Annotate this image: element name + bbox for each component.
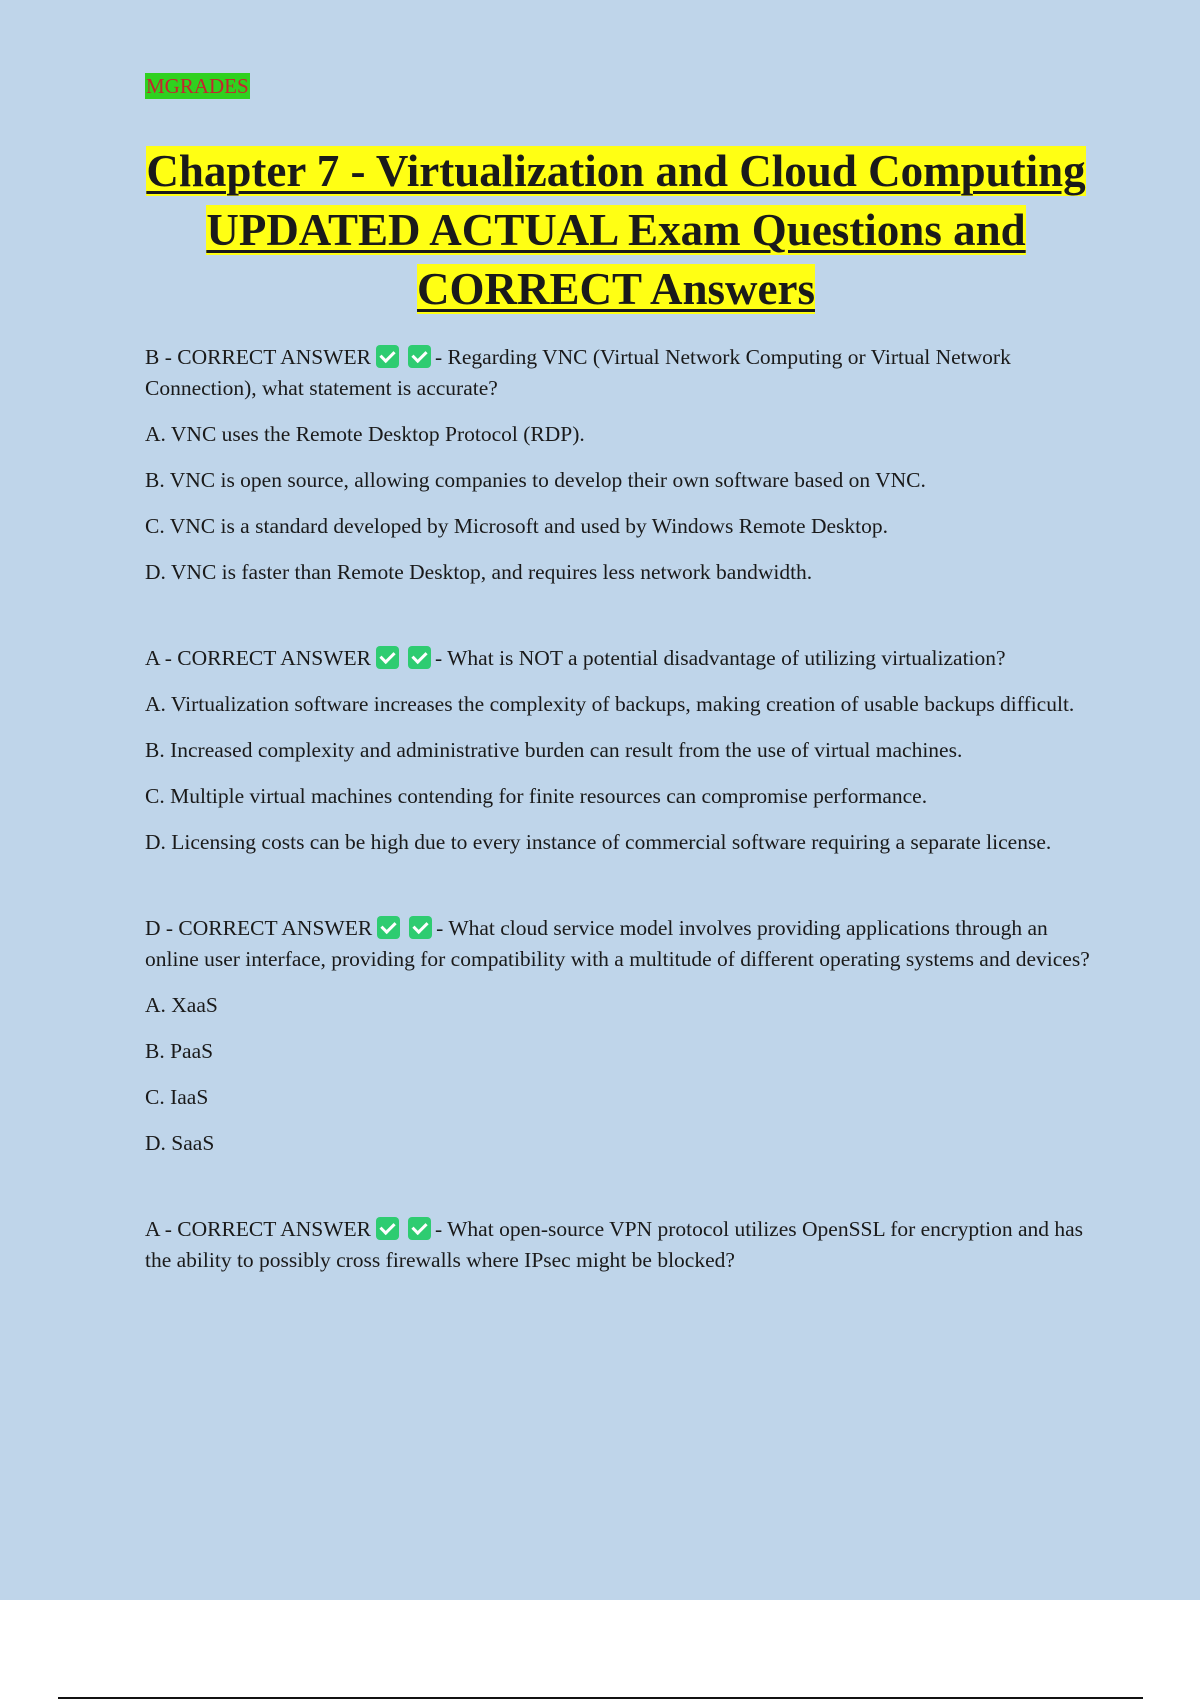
check-mark-icon xyxy=(408,345,431,368)
question-prompt xyxy=(145,643,1090,674)
check-mark-icon xyxy=(408,646,431,669)
answer-option: A. XaaS xyxy=(145,993,218,1017)
correct-answer-label: A - CORRECT ANSWER xyxy=(145,1217,371,1241)
question-prompt xyxy=(145,913,1090,975)
question-prompt xyxy=(145,342,1090,404)
page-divider xyxy=(58,1697,1143,1699)
correct-answer-label: A - CORRECT ANSWER xyxy=(145,646,371,670)
question-block xyxy=(145,913,1090,1159)
answer-option: C. VNC is a standard developed by Microsoft and used by Windows Remote Desktop. xyxy=(145,514,888,538)
check-mark-icon xyxy=(376,345,399,368)
check-mark-icon xyxy=(409,916,432,939)
question-list xyxy=(145,342,1090,1331)
question-text: - What open-source VPN protocol utilizes OpenSSL for encryption and has the ability to possibly cross firewalls where IPsec might be blocked? xyxy=(145,1217,1084,1272)
question-block xyxy=(145,342,1090,588)
question-block xyxy=(145,643,1090,858)
brand-label: MGRADES xyxy=(146,74,249,98)
page-title-text: Chapter 7 - Virtualization and Cloud Computing UPDATED ACTUAL Exam Questions and CORRECT Answers xyxy=(146,146,1086,314)
answer-option: D. Licensing costs can be high due to every instance of commercial software requiring a separate license. xyxy=(145,830,1052,854)
check-mark-icon xyxy=(376,1217,399,1240)
answer-option: A. Virtualization software increases the complexity of backups, making creation of usable backups difficult. xyxy=(145,692,1075,716)
page-title xyxy=(130,142,1102,319)
answer-option: A. VNC uses the Remote Desktop Protocol (RDP). xyxy=(145,422,585,446)
question-text: - What is NOT a potential disadvantage of utilizing virtualization? xyxy=(434,646,1006,670)
check-mark-icon xyxy=(408,1217,431,1240)
answer-option: C. Multiple virtual machines contending for finite resources can compromise performance. xyxy=(145,784,928,808)
answer-option: B. VNC is open source, allowing companies to develop their own software based on VNC. xyxy=(145,468,926,492)
question-prompt xyxy=(145,1214,1090,1276)
answer-option: B. PaaS xyxy=(145,1039,214,1063)
answer-option: D. SaaS xyxy=(145,1131,215,1155)
question-block xyxy=(145,1214,1090,1276)
question-text: - Regarding VNC (Virtual Network Computing or Virtual Network Connection), what statement is accurate? xyxy=(145,345,1011,400)
answer-option: B. Increased complexity and administrative burden can result from the use of virtual machines. xyxy=(145,738,963,762)
answer-option: C. IaaS xyxy=(145,1085,209,1109)
check-mark-icon xyxy=(376,646,399,669)
question-text: - What cloud service model involves providing applications through an online user interface, providing for compatibility with a multitude of different operating systems and devices? xyxy=(145,916,1090,971)
correct-answer-label: D - CORRECT ANSWER xyxy=(145,916,373,940)
answer-option: D. VNC is faster than Remote Desktop, and requires less network bandwidth. xyxy=(145,560,813,584)
check-mark-icon xyxy=(377,916,400,939)
correct-answer-label: B - CORRECT ANSWER xyxy=(145,345,371,369)
